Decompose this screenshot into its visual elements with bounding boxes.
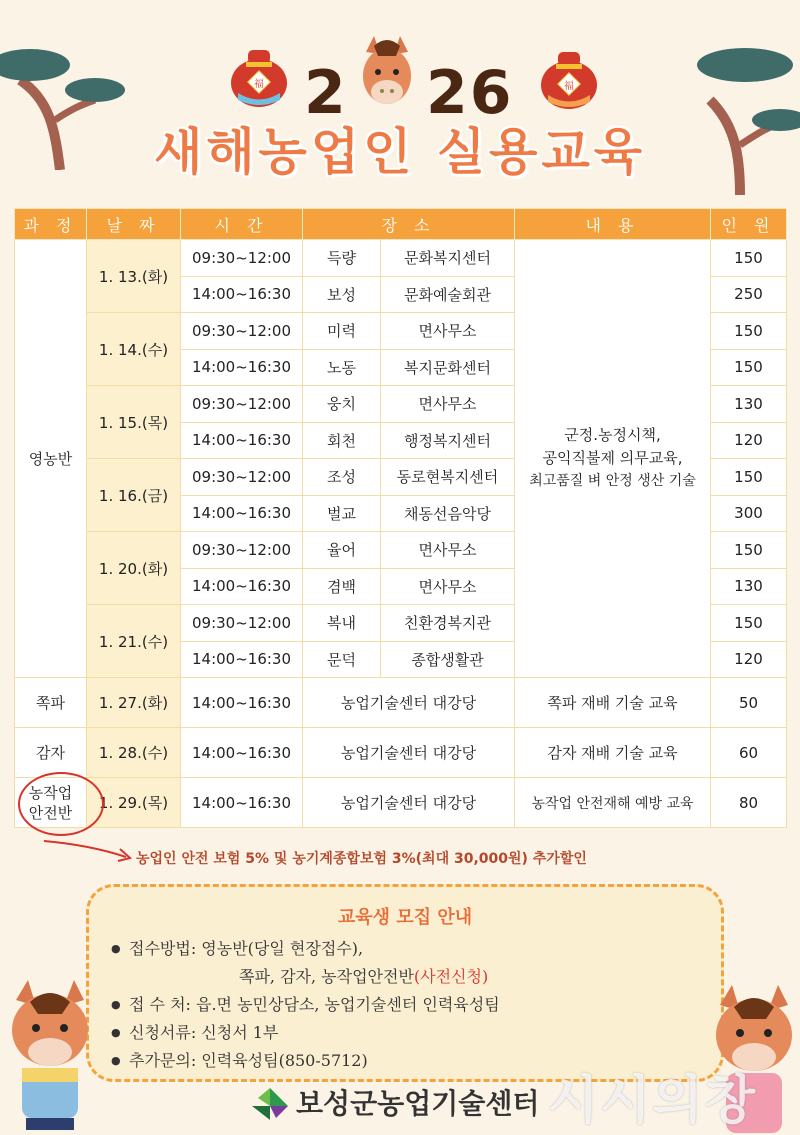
watermark: 시시의창 xyxy=(548,1071,757,1131)
time-cell: 14:00~16:30 xyxy=(181,495,303,532)
date-cell: 1. 29.(목) xyxy=(87,778,181,828)
time-cell: 09:30~12:00 xyxy=(181,386,303,423)
content-line: 공익직불제 의무교육, xyxy=(542,449,683,467)
course-line: 안전반 xyxy=(28,803,73,822)
lucky-bag-right-icon xyxy=(538,40,600,110)
place-cell: 면사무소 xyxy=(381,313,515,350)
place-cell: 행정복지센터 xyxy=(381,422,515,459)
area-cell: 복내 xyxy=(303,605,381,642)
place-cell: 면사무소 xyxy=(381,568,515,605)
area-cell: 벌교 xyxy=(303,495,381,532)
time-cell: 09:30~12:00 xyxy=(181,532,303,569)
time-cell: 14:00~16:30 xyxy=(181,641,303,678)
table-row xyxy=(15,778,787,828)
count-cell: 80 xyxy=(711,778,787,828)
time-cell: 14:00~16:30 xyxy=(181,678,303,728)
count-cell: 150 xyxy=(711,605,787,642)
count-cell: 130 xyxy=(711,568,787,605)
area-cell: 웅치 xyxy=(303,386,381,423)
count-cell: 150 xyxy=(711,313,787,350)
place-cell: 문화복지센터 xyxy=(381,240,515,277)
count-cell: 150 xyxy=(711,459,787,496)
content-cell: 감자 재배 기술 교육 xyxy=(515,728,711,778)
date-cell: 1. 13.(화) xyxy=(87,240,181,313)
column-header-count: 인 원 xyxy=(711,209,787,240)
footer-org-text: 보성군농업기술센터 xyxy=(296,1087,540,1120)
info-item-method: ● 접수방법: 영농반(당일 현장접수), xyxy=(129,935,721,963)
place-cell: 농업기술센터 대강당 xyxy=(303,728,515,778)
column-header-content: 내 용 xyxy=(515,209,711,240)
time-cell: 14:00~16:30 xyxy=(181,568,303,605)
count-cell: 150 xyxy=(711,240,787,277)
place-cell: 친환경복지관 xyxy=(381,605,515,642)
time-cell: 09:30~12:00 xyxy=(181,313,303,350)
area-cell: 득량 xyxy=(303,240,381,277)
count-cell: 250 xyxy=(711,276,787,313)
column-header-course: 과 정 xyxy=(15,209,87,240)
course-line: 농작업 xyxy=(28,783,73,802)
time-cell: 14:00~16:30 xyxy=(181,778,303,828)
content-line: 최고품질 벼 안정 생산 기술 xyxy=(529,473,696,489)
count-cell: 300 xyxy=(711,495,787,532)
svg-text:福: 福 xyxy=(254,79,264,90)
time-cell: 09:30~12:00 xyxy=(181,605,303,642)
arrow-icon xyxy=(40,835,140,865)
column-header-place: 장 소 xyxy=(303,209,515,240)
date-cell: 1. 28.(수) xyxy=(87,728,181,778)
column-header-time: 시 간 xyxy=(181,209,303,240)
place-cell: 채동선음악당 xyxy=(381,495,515,532)
time-cell: 09:30~12:00 xyxy=(181,240,303,277)
svg-text:福: 福 xyxy=(564,81,574,92)
year-digit-2: 2 xyxy=(304,58,348,128)
place-cell: 면사무소 xyxy=(381,386,515,423)
info-list xyxy=(89,935,721,1075)
place-cell: 종합생활관 xyxy=(381,641,515,678)
table-row xyxy=(15,678,787,728)
recruitment-info-box xyxy=(86,884,724,1082)
date-cell: 1. 27.(화) xyxy=(87,678,181,728)
column-header-date: 날 짜 xyxy=(87,209,181,240)
count-cell: 150 xyxy=(711,349,787,386)
area-cell: 보성 xyxy=(303,276,381,313)
count-cell: 130 xyxy=(711,386,787,423)
place-cell: 문화예술회관 xyxy=(381,276,515,313)
date-cell: 1. 14.(수) xyxy=(87,313,181,386)
area-cell: 조성 xyxy=(303,459,381,496)
page-title: 새해농업인 실용교육 xyxy=(153,123,647,181)
time-cell: 14:00~16:30 xyxy=(181,728,303,778)
place-cell: 면사무소 xyxy=(381,532,515,569)
horse-face-icon xyxy=(352,34,422,112)
insurance-discount-note: 농업인 안전 보험 5% 및 농기계종합보험 3%(최대 30,000원) 추가할인 xyxy=(136,851,587,867)
date-cell: 1. 16.(금) xyxy=(87,459,181,532)
info-item-docs: ● 신청서류: 신청서 1부 xyxy=(129,1019,721,1047)
count-cell: 150 xyxy=(711,532,787,569)
time-cell: 14:00~16:30 xyxy=(181,422,303,459)
table-row xyxy=(15,240,787,277)
info-item-method-continued xyxy=(129,963,721,991)
count-cell: 120 xyxy=(711,422,787,459)
time-cell: 09:30~12:00 xyxy=(181,459,303,496)
course-cell: 영농반 xyxy=(15,240,87,678)
horse-mascot-left-illustration xyxy=(2,980,98,1132)
education-schedule-table xyxy=(14,208,787,828)
area-cell: 노동 xyxy=(303,349,381,386)
course-cell: 감자 xyxy=(15,728,87,778)
count-cell: 120 xyxy=(711,641,787,678)
info-advance-registration: (사전신청) xyxy=(413,967,489,986)
info-item-place: ● 접 수 처: 읍.면 농민상담소, 농업기술센터 인력육성팀 xyxy=(129,991,721,1019)
count-cell: 60 xyxy=(711,728,787,778)
table-row xyxy=(15,728,787,778)
area-cell: 율어 xyxy=(303,532,381,569)
area-cell: 겸백 xyxy=(303,568,381,605)
place-cell: 농업기술센터 대강당 xyxy=(303,678,515,728)
place-cell: 동로현복지센터 xyxy=(381,459,515,496)
content-cell: 쪽파 재배 기술 교육 xyxy=(515,678,711,728)
info-title: 교육생 모집 안내 xyxy=(337,907,473,928)
lucky-bag-left-icon xyxy=(228,38,290,108)
footer-org-name xyxy=(296,1082,539,1122)
place-cell: 농업기술센터 대강당 xyxy=(303,778,515,828)
date-cell: 1. 20.(화) xyxy=(87,532,181,605)
time-cell: 14:00~16:30 xyxy=(181,349,303,386)
content-cell xyxy=(515,240,711,678)
year-header xyxy=(0,28,800,128)
agency-logo-icon xyxy=(250,1086,290,1122)
date-cell: 1. 15.(목) xyxy=(87,386,181,459)
info-item-contact: ● 추가문의: 인력육성팀(850-5712) xyxy=(129,1047,721,1075)
count-cell: 50 xyxy=(711,678,787,728)
course-cell: 쪽파 xyxy=(15,678,87,728)
year-digits-26: 26 xyxy=(426,58,514,128)
area-cell: 미력 xyxy=(303,313,381,350)
table-header-row xyxy=(15,209,787,240)
info-method-courses: 쪽파, 감자, 농작업안전반 xyxy=(239,967,414,986)
area-cell: 문덕 xyxy=(303,641,381,678)
area-cell: 회천 xyxy=(303,422,381,459)
highlight-circle xyxy=(18,772,104,836)
date-cell: 1. 21.(수) xyxy=(87,605,181,678)
content-line: 군정.농정시책, xyxy=(564,426,661,444)
content-cell: 농작업 안전재해 예방 교육 xyxy=(515,778,711,828)
place-cell: 복지문화센터 xyxy=(381,349,515,386)
time-cell: 14:00~16:30 xyxy=(181,276,303,313)
